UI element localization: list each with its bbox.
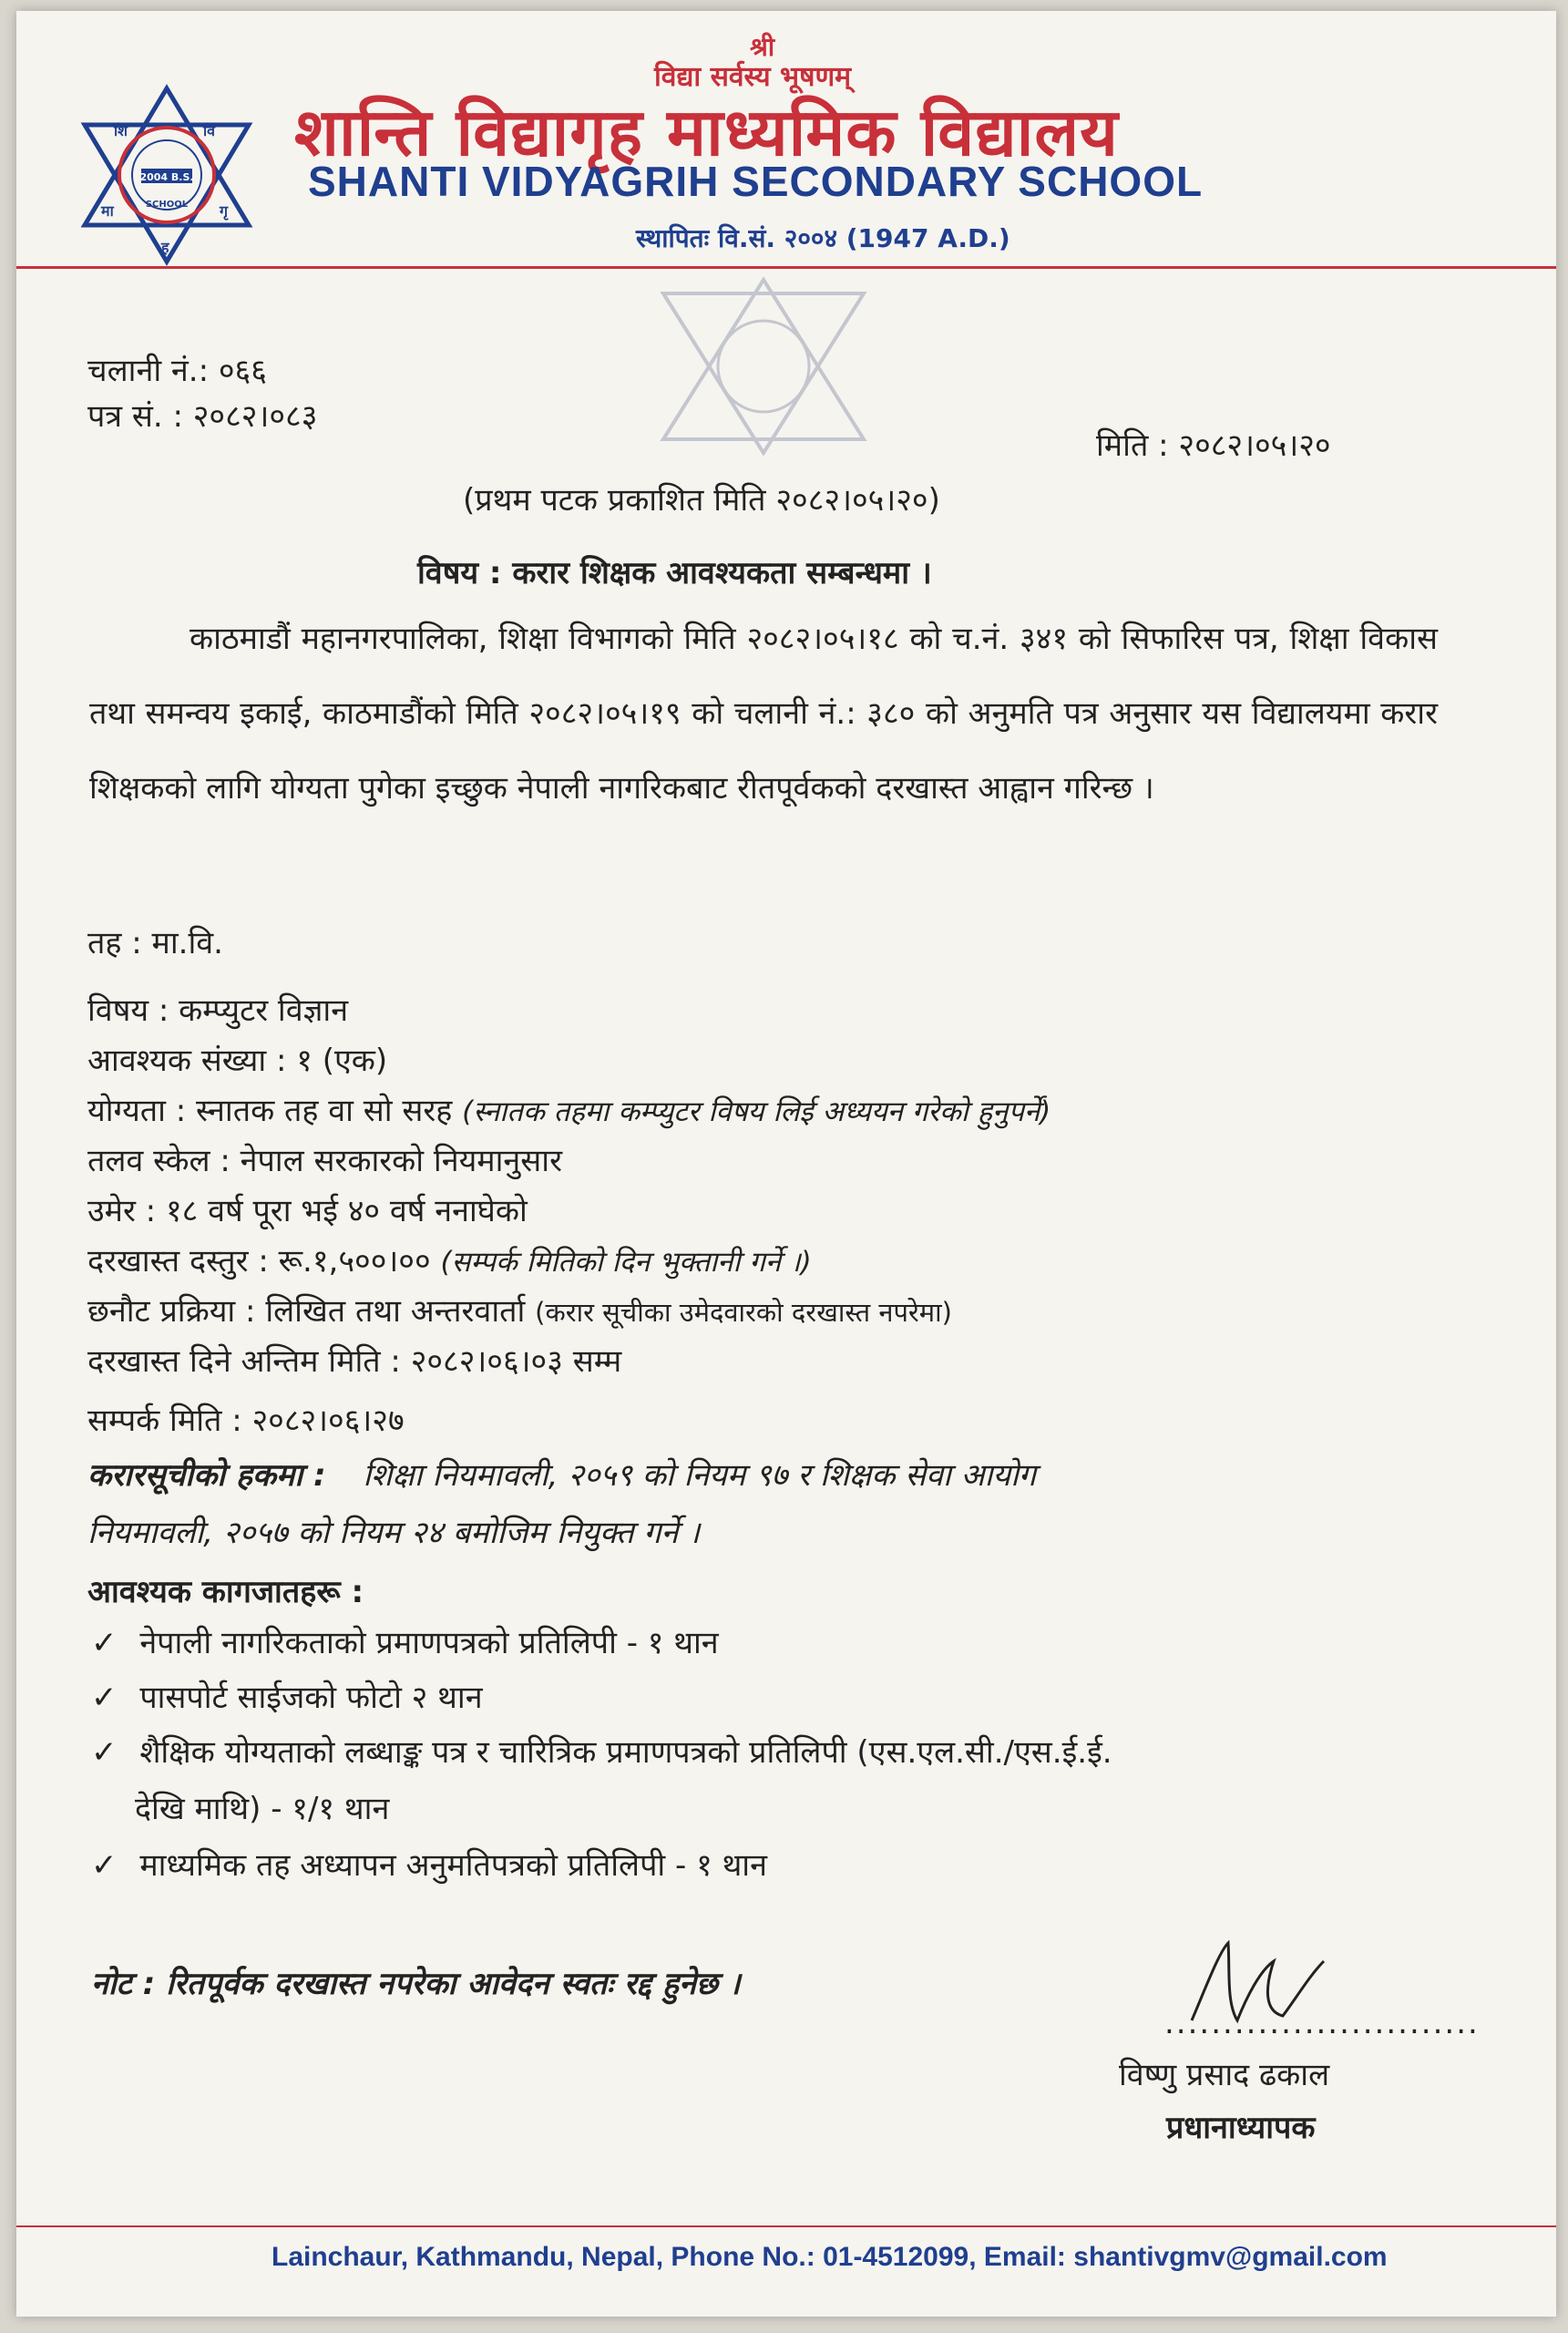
logo-text-top-left: शि [114,122,128,139]
logo-text-left: मा [101,202,114,220]
qualification-note: (स्नातक तहमा कम्प्युटर विषय लिई अध्ययन गरेको हुनुपर्ने) [462,1095,1051,1128]
note-text: नोट : रितपूर्वक दरखास्त नपरेका आवेदन स्वतः रद्द हुनेछ । [91,1966,741,2002]
check-icon: ✓ [91,1680,118,1716]
established-date: स्थापितः वि.सं. २००४ (1947 A.D.) [636,223,1010,253]
signatory-name: विष्णु प्रसाद ढकाल [1119,2057,1330,2093]
logo-text-right: गृ [220,202,229,220]
document-item [91,1620,719,1662]
detail-salary: तलव स्केल : नेपाल सरकारको नियमानुसार [87,1143,562,1179]
detail-selection [87,1289,952,1331]
document-item-text: नेपाली नागरिकताको प्रमाणपत्रको प्रतिलिपी - १ थान [139,1625,719,1661]
roster-label: करारसूचीको हकमा : [87,1457,326,1494]
letter-subject: विषय : करार शिक्षक आवश्यकता सम्बन्धमा । [417,555,932,591]
document-item-text: माध्यमिक तह अध्यापन अनुमतिपत्रको प्रतिलिपी - १ थान [139,1847,767,1884]
fee-note: (सम्पर्क मितिको दिन भुक्तानी गर्ने ।) [440,1246,812,1279]
footer-divider [16,2225,1556,2227]
roster-text-1: शिक्षा नियमावली, २०५९ को नियम ९७ र शिक्षक सेवा आयोग [363,1457,1037,1494]
school-name-english: SHANTI VIDYAGRIH SECONDARY SCHOOL [308,158,1204,205]
document-item [91,1843,767,1885]
detail-deadline: दरखास्त दिने अन्तिम मिति : २०८२।०६।०३ सम्म [87,1343,622,1380]
detail-subject: विषय : कम्प्युटर विज्ञान [87,992,349,1029]
detail-roster [87,1453,1036,1495]
dispatch-number: चलानी नं.: ०६६ [87,353,267,389]
selection-text: छनौट प्रक्रिया : लिखित तथा अन्तरवार्ता [87,1293,526,1330]
detail-contact-date: सम्पर्क मिति : २०८२।०६।२७ [87,1403,405,1439]
check-icon: ✓ [91,1847,118,1884]
school-logo [67,79,267,271]
fee-text: दरखास्त दस्तुर : रू.१,५००।०० [87,1243,431,1280]
detail-qualification [87,1088,1050,1130]
qualification-text: योग्यता : स्नातक तह वा सो सरह [87,1093,453,1129]
shree-heading: श्री [750,32,775,62]
letter-date: मिति : २०८२।०५।२० [1096,427,1331,464]
logo-year: 2004 B.S. [139,171,194,183]
logo-text-top-right: वि [203,122,216,139]
detail-fee [87,1238,812,1280]
signature-line: ........................... [1164,2005,1480,2041]
document-item [91,1730,1112,1772]
logo-text-bottom: ह [161,239,169,256]
logo-school: SCHOOL [145,200,189,210]
detail-level: तह : मा.वि. [87,925,223,961]
header-divider [16,266,1556,269]
letter-number: पत्र सं. : २०८२।०८३ [87,398,318,435]
document-item-continued: देखि माथि) - १/१ थान [135,1791,390,1827]
selection-note: (करार सूचीका उमेदवारको दरखास्त नपरेमा) [535,1297,952,1328]
letter-page [16,11,1556,2317]
first-published-date: (प्रथम पटक प्रकाशित मिति २०८२।०५।२०) [463,482,940,519]
check-icon: ✓ [91,1625,118,1661]
footer-contact: Lainchaur, Kathmandu, Nepal, Phone No.: 01-4512099, Email: shantivgmv@gmail.com [272,2242,1388,2272]
signatory-title: प्रधानाध्यापक [1166,2110,1316,2146]
detail-age: उमेर : १८ वर्ष पूरा भई ४० वर्ष ननाघेको [87,1193,528,1229]
school-name-nepali: शान्ति विद्यागृह माध्यमिक विद्यालय [294,94,1119,170]
document-item-text: पासपोर्ट साईजको फोटो २ थान [139,1680,483,1716]
letter-body-text: काठमाडौं महानगरपालिका, शिक्षा विभागको मिति २०८२।०५।१८ को च.नं. ३४१ को सिफारिस पत्र, शिक्षा विकास तथा समन्वय इकाई, काठमाडौंको मिति २०८२।०५।१९ को चलानी नं.: ३८० को अनुमति पत्र अनुसार यस विद्यालयमा करार शिक्षकको लागि योग्यता पुगेका इच्छुक नेपाली नागरिकबाट रीतपूर्वकको दरखास्त आह्वान गरिन्छ । [89,621,1438,807]
document-item-text: शैक्षिक योग्यताको लब्धाङ्क पत्र र चारित्रिक प्रमाणपत्रको प्रतिलिपी (एस.एल.सी./एस.ई.ई. [139,1734,1112,1771]
detail-required-count: आवश्यक संख्या : १ (एक) [87,1043,388,1079]
school-motto: विद्या सर्वस्य भूषणम् [654,61,852,93]
letter-body [89,601,1438,826]
document-item [91,1675,483,1717]
documents-heading: आवश्यक कागजातहरू : [87,1574,364,1610]
detail-roster-continued: नियमावली, २०५७ को नियम २४ बमोजिम नियुक्त गर्ने । [87,1515,701,1551]
school-stamp [654,275,873,457]
check-icon: ✓ [91,1734,118,1771]
